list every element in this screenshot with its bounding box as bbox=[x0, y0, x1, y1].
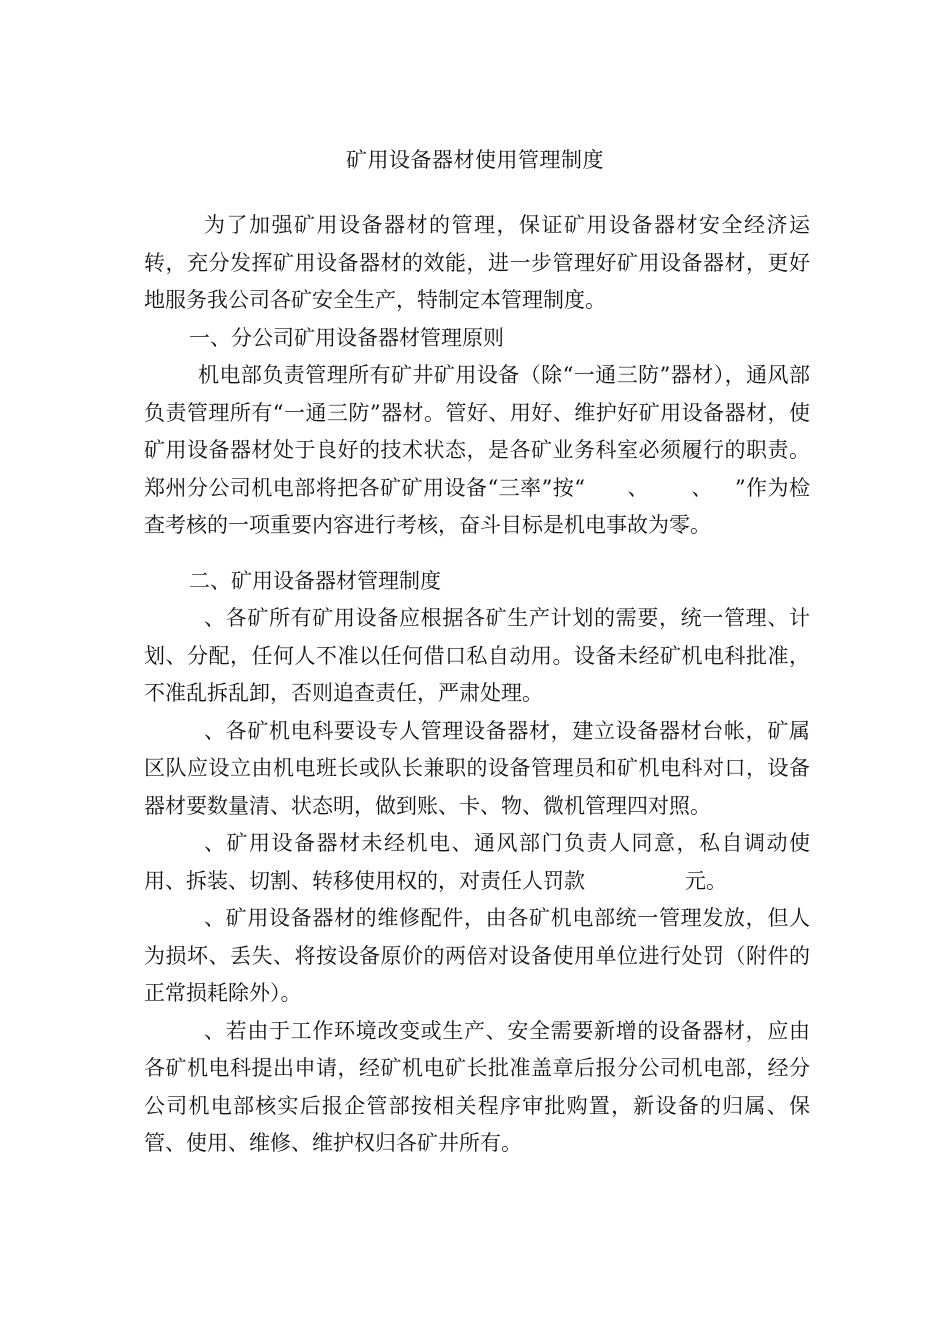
section-1-text-a: 机电部负责管理所有矿井矿用设备（除“一通三防”器材），通风部负责管理所有“一通三防”器材。管好、用好、维护好矿用设备器材，使矿用设备器材处于良好的技术状态，是各矿业务科室必须履行的职责。郑州分公司机电部将把各矿矿用设备“三率”按“ bbox=[144, 363, 810, 500]
section-2-item-1: 、各矿所有矿用设备应根据各矿生产计划的需要，统一管理、计划、分配，任何人不准以任何借口私自动用。设备未经矿机电科批准，不准乱拆乱卸，否则追查责任，严肃处理。 bbox=[144, 606, 810, 705]
section-gap bbox=[144, 545, 810, 563]
section-2-heading: 二、矿用设备器材管理制度 bbox=[189, 568, 441, 593]
section-1-separator-2: 、 bbox=[690, 475, 713, 500]
section-2-item-4: 、矿用设备器材的维修配件，由各矿机电部统一管理发放，但人为损坏、丢失、将按设备原价的两倍对设备使用单位进行处罚（附件的正常损耗除外）。 bbox=[144, 906, 810, 1005]
section-2-item-3-text-b: 元。 bbox=[685, 868, 727, 893]
section-1-heading: 一、分公司矿用设备器材管理原则 bbox=[189, 325, 504, 350]
section-2-item-5: 、若由于工作环境改变或生产、安全需要新增的设备器材，应由各矿机电科提出申请，经矿机电矿长批准盖章后报分公司机电部，经分公司机电部核实后报企管部按相关程序审批购置，新设备的归属、保管、使用、维修、维护权归各矿井所有。 bbox=[144, 1018, 810, 1155]
document-title: 矿用设备器材使用管理制度 bbox=[346, 148, 604, 172]
document-body bbox=[144, 207, 810, 1163]
section-1-paragraph bbox=[144, 357, 810, 545]
section-1-text-b: ”作为检查考核的一项重要内容进行考核，奋斗目标是机电事故为零。 bbox=[144, 475, 810, 537]
section-2-item-3 bbox=[144, 825, 810, 900]
intro-paragraph: 为了加强矿用设备器材的管理，保证矿用设备器材安全经济运转，充分发挥矿用设备器材的效能，进一步管理好矿用设备器材，更好地服务我公司各矿安全生产，特制定本管理制度。 bbox=[144, 213, 810, 312]
section-1-separator-1: 、 bbox=[626, 475, 649, 500]
section-2-item-2: 、各矿机电科要设专人管理设备器材，建立设备器材台帐，矿属区队应设立由机电班长或队长兼职的设备管理员和矿机电科对口，设备器材要数量清、状态明，做到账、卡、物、微机管理四对照。 bbox=[144, 718, 810, 818]
section-2-item-3-text-a: 、矿用设备器材未经机电、通风部门负责人同意，私自调动使用、拆装、切割、转移使用权的，对责任人罚款 bbox=[144, 831, 810, 893]
